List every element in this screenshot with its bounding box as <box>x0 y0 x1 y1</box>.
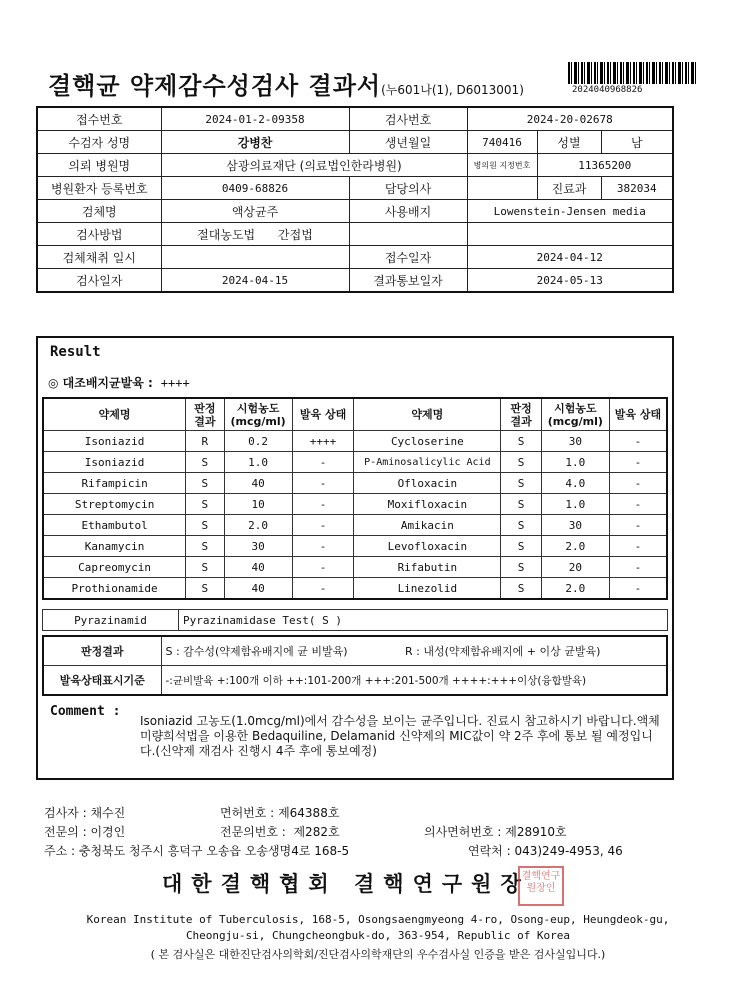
drug-name: Kanamycin <box>43 536 186 557</box>
specimen-label: 검체명 <box>37 200 161 223</box>
drug-growth: - <box>609 473 667 494</box>
table-row <box>43 431 667 452</box>
legend-table <box>42 635 668 696</box>
address-label: 주소 : <box>44 844 76 858</box>
birth-label: 생년월일 <box>349 131 467 154</box>
license-value: 제64388호 <box>278 806 340 820</box>
empty-cell <box>349 223 467 246</box>
comment-label: Comment : <box>50 704 121 719</box>
empty-cell <box>467 223 673 246</box>
test-no-value: 2024-20-02678 <box>467 107 673 131</box>
address-en-line1: Korean Institute of Tuberculosis, 168-5, Osongsaengmyeong 4-ro, Osong-eup, Heungdeok-gu, <box>86 913 670 926</box>
drug-growth: - <box>609 494 667 515</box>
tester-line <box>44 804 125 821</box>
doctor-value <box>467 177 537 200</box>
specialist-no-line <box>220 823 340 840</box>
drug-growth: - <box>292 557 354 578</box>
specialist-line <box>44 823 125 840</box>
specialist-label: 전문의 : <box>44 825 87 839</box>
address-line <box>44 842 349 859</box>
drug-concentration: 10 <box>224 494 292 515</box>
drug-concentration: 2.0 <box>224 515 292 536</box>
table-row <box>43 473 667 494</box>
doctor-label: 담당의사 <box>349 177 467 200</box>
header-growth: 발육 상태 <box>609 398 667 431</box>
drug-concentration: 30 <box>541 431 609 452</box>
tester-label: 검사자 : <box>44 806 87 820</box>
medium-label: 사용배지 <box>349 200 467 223</box>
drug-name: Rifampicin <box>43 473 186 494</box>
header-concentration: 시험농도 (mcg/ml) <box>541 398 609 431</box>
patient-name-label: 수검자 성명 <box>37 131 161 154</box>
sex-value: 남 <box>601 131 673 154</box>
barcode-number: 2024040968826 <box>572 85 643 95</box>
drug-growth: - <box>292 578 354 600</box>
test-date-label: 검사일자 <box>37 269 161 293</box>
specialist-no-label: 전문의번호 : <box>220 825 286 839</box>
drug-name: Streptomycin <box>43 494 186 515</box>
drug-name: Ofloxacin <box>354 473 501 494</box>
specialist-name: 이경인 <box>90 825 126 839</box>
drug-result: S <box>501 452 541 473</box>
address-english <box>40 912 716 944</box>
receipt-no-value: 2024-01-2-09358 <box>161 107 349 131</box>
drug-concentration: 40 <box>224 557 292 578</box>
drug-concentration: 40 <box>224 578 292 600</box>
collect-date-value <box>161 246 349 269</box>
drug-growth: - <box>292 515 354 536</box>
drug-growth: - <box>292 494 354 515</box>
official-seal: 결핵연구원장인 <box>518 866 564 906</box>
dept-value: 382034 <box>601 177 673 200</box>
drug-table <box>42 397 668 600</box>
inst-no-label: 병의원 지정번호 <box>467 154 537 177</box>
drug-concentration: 0.2 <box>224 431 292 452</box>
drug-concentration: 30 <box>541 515 609 536</box>
hosp-patient-no-label: 병원환자 등록번호 <box>37 177 161 200</box>
control-growth-label: ◎ 대조배지균발육 : <box>48 376 153 390</box>
drug-growth: - <box>609 578 667 600</box>
drug-name: Cycloserine <box>354 431 501 452</box>
growth-legend-label: 발육상태표시기준 <box>43 666 161 696</box>
comment-text: Isoniazid 고농도(1.0mcg/ml)에서 감수성을 보이는 균주입니다. 진료시 참고하시기 바랍니다.액체미량희석법을 이용한 Bedaquiline, Delamanid 신약제의 MIC값이 약 2주 후에 통보 될 예정입니다.(신약제 재검사 진행시 4주 후에 통보예정) <box>140 714 660 758</box>
drug-concentration: 30 <box>224 536 292 557</box>
report-date-value: 2024-05-13 <box>467 269 673 293</box>
address-en-line2: Cheongju-si, Chungcheongbuk-do, 363-954, Republic of Korea <box>185 929 571 942</box>
drug-concentration: 1.0 <box>541 452 609 473</box>
drug-name: Moxifloxacin <box>354 494 501 515</box>
title-text: 결핵균 약제감수성검사 결과서 <box>48 72 382 100</box>
drug-name: Levofloxacin <box>354 536 501 557</box>
table-row <box>43 515 667 536</box>
judgment-legend-s: S : 감수성(약제함유배지에 균 비발육) <box>161 636 401 666</box>
drug-growth: ++++ <box>292 431 354 452</box>
drug-result: S <box>186 452 224 473</box>
received-value: 2024-04-12 <box>467 246 673 269</box>
license-line <box>220 804 339 821</box>
drug-result: S <box>501 494 541 515</box>
hospital-label: 의뢰 병원명 <box>37 154 161 177</box>
barcode-image <box>568 62 696 84</box>
hospital-value: 삼광의료재단 (의료법인한라병원) <box>161 154 467 177</box>
result-title: Result <box>50 344 101 360</box>
drug-name: Isoniazid <box>43 431 186 452</box>
drug-result: S <box>186 578 224 600</box>
contact-value: 043)249-4953, 46 <box>514 844 623 858</box>
drug-result: S <box>501 578 541 600</box>
patient-name-value: 강병찬 <box>161 131 349 154</box>
control-growth-value: ++++ <box>160 376 190 390</box>
specimen-value: 액상균주 <box>161 200 349 223</box>
drug-result: S <box>501 536 541 557</box>
drug-concentration: 2.0 <box>541 578 609 600</box>
drug-name: Rifabutin <box>354 557 501 578</box>
document-title <box>48 66 524 101</box>
drug-growth: - <box>609 515 667 536</box>
drug-concentration: 20 <box>541 557 609 578</box>
judgment-legend-r: R : 내성(약제함유배지에 + 이상 균발육) <box>401 636 667 666</box>
drug-result: S <box>501 431 541 452</box>
growth-legend-value: -:균비발육 +:100개 이하 ++:101-200개 +++:201-500개 ++++:+++이상(융합발육) <box>161 666 667 696</box>
header-growth: 발육 상태 <box>292 398 354 431</box>
test-no-label: 검사번호 <box>349 107 467 131</box>
drug-name: Prothionamide <box>43 578 186 600</box>
method-indirect: 간접법 <box>278 227 313 242</box>
drug-result: S <box>186 494 224 515</box>
patient-info-table <box>36 106 674 293</box>
judgment-legend-label: 판정결과 <box>43 636 161 666</box>
method-absolute: 절대농도법 <box>197 227 256 242</box>
drug-result: S <box>186 473 224 494</box>
license-label: 면허번호 : <box>220 806 275 820</box>
tester-name: 채수진 <box>90 806 126 820</box>
drug-growth: - <box>609 431 667 452</box>
drug-result: S <box>186 515 224 536</box>
doctor-license-value: 제28910호 <box>505 825 567 839</box>
drug-concentration: 1.0 <box>224 452 292 473</box>
pza-label: Pyrazinamid <box>43 610 179 631</box>
test-date-value: 2024-04-15 <box>161 269 349 293</box>
method-label: 검사방법 <box>37 223 161 246</box>
header-judgment: 판정 결과 <box>186 398 224 431</box>
header-drug: 약제명 <box>43 398 186 431</box>
drug-name: Ethambutol <box>43 515 186 536</box>
header-concentration: 시험농도 (mcg/ml) <box>224 398 292 431</box>
drug-name: Linezolid <box>354 578 501 600</box>
inst-no-value: 11365200 <box>537 154 673 177</box>
drug-name: P-Aminosalicylic Acid <box>354 452 501 473</box>
control-growth <box>48 374 190 391</box>
contact-label: 연락처 : <box>468 844 511 858</box>
hosp-patient-no-value: 0409-68826 <box>161 177 349 200</box>
header-judgment: 판정 결과 <box>501 398 541 431</box>
table-row <box>43 557 667 578</box>
drug-name: Amikacin <box>354 515 501 536</box>
drug-concentration: 40 <box>224 473 292 494</box>
table-row <box>43 452 667 473</box>
header-drug: 약제명 <box>354 398 501 431</box>
receipt-no-label: 접수번호 <box>37 107 161 131</box>
drug-concentration: 4.0 <box>541 473 609 494</box>
drug-result: S <box>501 557 541 578</box>
drug-concentration: 2.0 <box>541 536 609 557</box>
table-row <box>43 494 667 515</box>
drug-result: S <box>186 557 224 578</box>
collect-date-label: 검체채취 일시 <box>37 246 161 269</box>
drug-growth: - <box>609 536 667 557</box>
contact-line <box>468 842 623 859</box>
received-label: 접수일자 <box>349 246 467 269</box>
drug-growth: - <box>292 536 354 557</box>
birth-value: 740416 <box>467 131 537 154</box>
doctor-license-label: 의사면허번호 : <box>424 825 502 839</box>
drug-growth: - <box>609 452 667 473</box>
drug-result: S <box>501 473 541 494</box>
title-code: (누601나(1), D6013001) <box>381 83 524 97</box>
table-row <box>43 578 667 600</box>
table-row <box>43 536 667 557</box>
dept-label: 진료과 <box>537 177 601 200</box>
drug-result: R <box>186 431 224 452</box>
pza-value: Pyrazinamidase Test( S ) <box>179 610 668 631</box>
drug-result: S <box>186 536 224 557</box>
drug-name: Capreomycin <box>43 557 186 578</box>
method-value <box>161 223 349 246</box>
drug-growth: - <box>292 452 354 473</box>
drug-growth: - <box>292 473 354 494</box>
drug-concentration: 1.0 <box>541 494 609 515</box>
certification-note: ( 본 검사실은 대한진단검사의학회/진단검사의학재단의 우수검사실 인증을 받은 검사실입니다.) <box>150 948 606 961</box>
drug-result: S <box>501 515 541 536</box>
specialist-no-value: 제282호 <box>293 825 340 839</box>
doctor-license-line <box>424 823 567 840</box>
drug-name: Isoniazid <box>43 452 186 473</box>
report-date-label: 결과통보일자 <box>349 269 467 293</box>
organization-name: 대한결핵협회 결핵연구원장 <box>162 872 530 896</box>
medium-value: Lowenstein-Jensen media <box>467 200 673 223</box>
sex-label: 성별 <box>537 131 601 154</box>
pyrazinamide-table <box>42 609 668 631</box>
address-value: 충청북도 청주시 흥덕구 오송읍 오송생명4로 168-5 <box>78 844 350 858</box>
drug-growth: - <box>609 557 667 578</box>
